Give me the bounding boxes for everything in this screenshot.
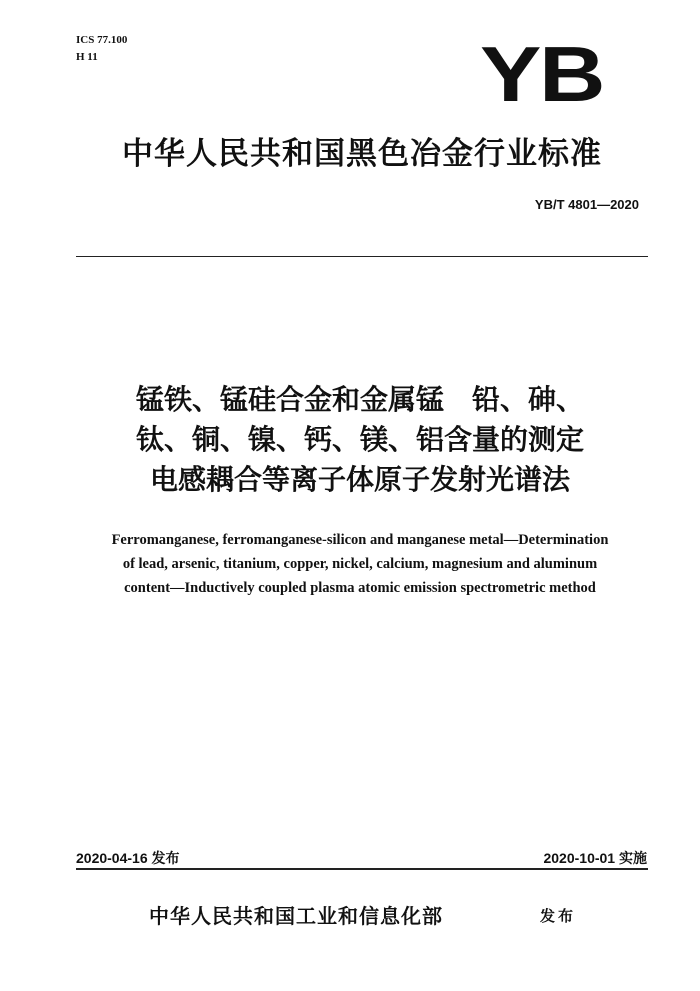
title-english: [70, 528, 650, 600]
implementation-date: 2020-10-01 实施: [543, 850, 647, 866]
title-cn-line-1: 锰铁、锰硅合金和金属锰 铅、砷、: [135, 383, 584, 416]
classification-codes: [76, 32, 127, 66]
bottom-divider: [76, 868, 648, 870]
issuer-title: 中华人民共和国黑色冶金行业标准: [122, 136, 602, 172]
yb-logo: YB: [480, 30, 604, 118]
title-en-line-1: Ferromanganese, ferromanganese-silicon and manganese metal—Determination: [111, 532, 609, 548]
ics-code: ICS 77.100: [76, 34, 128, 46]
title-en-line-2: of lead, arsenic, titanium, copper, nickel, calcium, magnesium and aluminum: [122, 556, 598, 572]
title-cn-line-2: 钛、铜、镍、钙、镁、铝含量的测定: [135, 423, 584, 456]
top-divider: [76, 256, 648, 257]
publish-label: 发布: [540, 907, 577, 925]
publisher-name: 中华人民共和国工业和信息化部: [149, 904, 443, 928]
title-en-line-3: content—Inductively coupled plasma atomic emission spectrometric method: [124, 580, 596, 596]
title-chinese: [60, 380, 660, 500]
title-cn-line-3: 电感耦合等离子体原子发射光谱法: [149, 463, 570, 496]
issue-date: 2020-04-16 发布: [76, 850, 180, 866]
ccs-code: H 11: [76, 51, 98, 63]
standard-number: YB/T 4801—2020: [534, 197, 639, 212]
